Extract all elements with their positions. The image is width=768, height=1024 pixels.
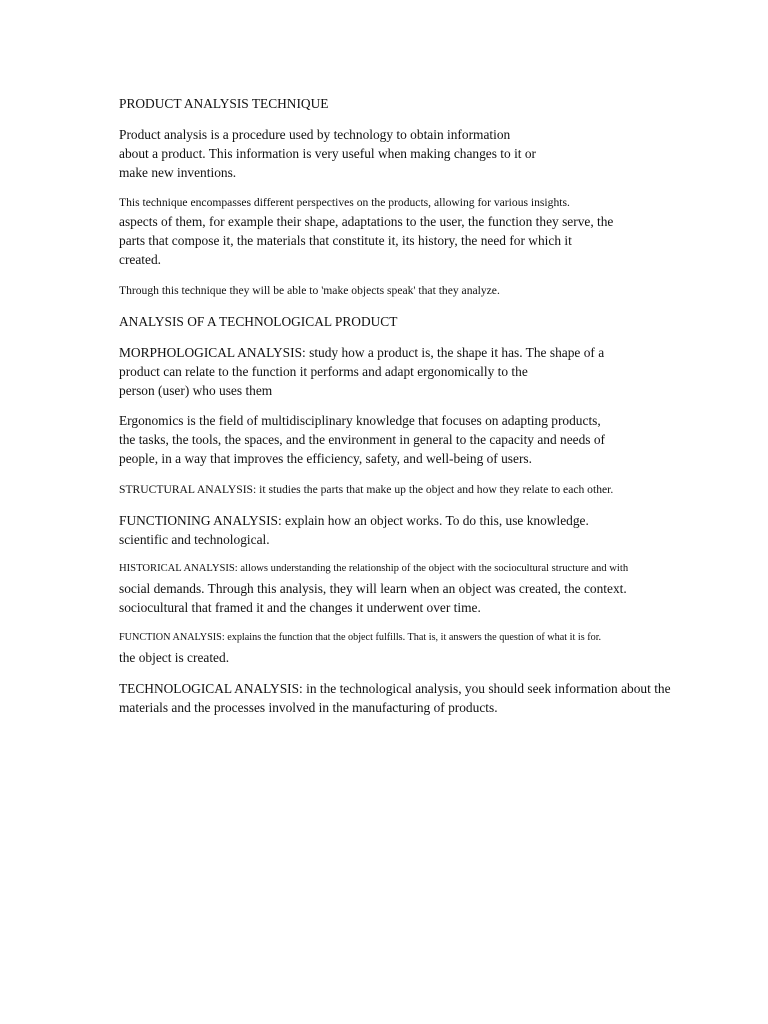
historical-line-3: sociocultural that framed it and the changes it underwent over time. bbox=[119, 600, 481, 615]
historical-line-2: social demands. Through this analysis, they will learn when an object was created, the context. bbox=[119, 581, 627, 596]
ergonomics-line-1: Ergonomics is the field of multidisciplinary knowledge that focuses on adapting products, bbox=[119, 413, 601, 428]
function-line-1: FUNCTION ANALYSIS: explains the function that the object fulfills. That is, it answers the question of what it is for. bbox=[119, 632, 602, 643]
morphological-line-3: person (user) who uses them bbox=[119, 383, 273, 398]
morphological-line-2: product can relate to the function it performs and adapt ergonomically to the bbox=[119, 364, 528, 379]
technique-line-4: created. bbox=[119, 252, 161, 267]
ergonomics-line-2: the tasks, the tools, the spaces, and the environment in general to the capacity and needs of bbox=[119, 432, 605, 447]
technological-line-1: TECHNOLOGICAL ANALYSIS: in the technological analysis, you should seek information about the bbox=[119, 681, 671, 696]
structural-analysis-line: STRUCTURAL ANALYSIS: it studies the parts that make up the object and how they relate to each other. bbox=[119, 483, 614, 496]
technique-line-1: This technique encompasses different perspectives on the products, allowing for various insights. bbox=[119, 196, 570, 209]
technological-line-2: materials and the processes involved in the manufacturing of products. bbox=[119, 700, 498, 715]
intro-line-3: make new inventions. bbox=[119, 165, 237, 180]
morphological-line-1: MORPHOLOGICAL ANALYSIS: study how a product is, the shape it has. The shape of a bbox=[119, 345, 605, 360]
make-objects-speak-line: Through this technique they will be able to 'make objects speak' that they analyze. bbox=[119, 284, 500, 297]
intro-line-2: about a product. This information is very useful when making changes to it or bbox=[119, 146, 537, 161]
document-title: PRODUCT ANALYSIS TECHNIQUE bbox=[119, 96, 329, 111]
functioning-line-1: FUNCTIONING ANALYSIS: explain how an object works. To do this, use knowledge. bbox=[119, 513, 589, 528]
technique-line-3: parts that compose it, the materials that constitute it, its history, the need for which it bbox=[119, 233, 572, 248]
section-heading: ANALYSIS OF A TECHNOLOGICAL PRODUCT bbox=[119, 314, 398, 329]
intro-line-1: Product analysis is a procedure used by technology to obtain information bbox=[119, 127, 511, 142]
technique-line-2: aspects of them, for example their shape, adaptations to the user, the function they serve, the bbox=[119, 214, 614, 229]
function-line-2: the object is created. bbox=[119, 650, 230, 665]
ergonomics-line-3: people, in a way that improves the efficiency, safety, and well-being of users. bbox=[119, 451, 532, 466]
historical-line-1: HISTORICAL ANALYSIS: allows understanding the relationship of the object with the sociocultural structure and with bbox=[119, 563, 629, 574]
functioning-line-2: scientific and technological. bbox=[119, 532, 270, 547]
